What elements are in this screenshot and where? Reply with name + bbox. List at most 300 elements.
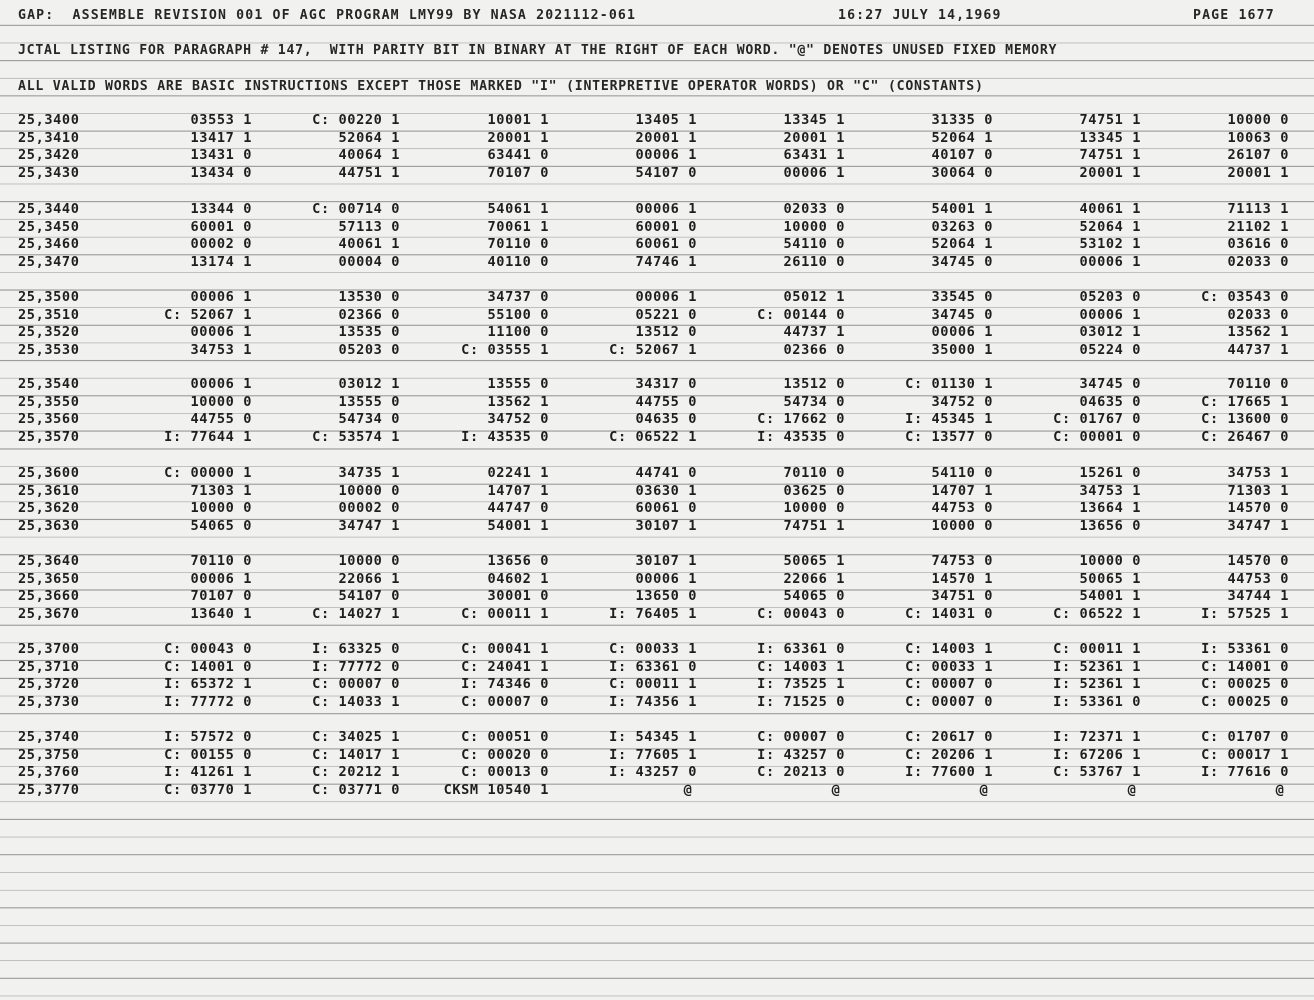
memory-word: 71303 1	[190, 482, 252, 499]
memory-word: I: 65372 1	[164, 676, 252, 692]
memory-word: I: 71525 0	[757, 693, 845, 710]
row-address: 25,3600	[18, 465, 80, 481]
listing-row	[0, 307, 1314, 324]
listing-row	[0, 324, 1314, 341]
row-address: 25,3550	[18, 393, 80, 410]
row-address: 25,3560	[18, 411, 80, 427]
memory-word: 52064 1	[1079, 218, 1141, 235]
listing-row	[0, 588, 1314, 605]
memory-word: 54061 1	[487, 201, 549, 217]
memory-word: C: 03771 0	[312, 781, 400, 798]
row-address: 25,3510	[18, 306, 80, 323]
memory-word: 00006 1	[190, 376, 252, 392]
memory-word: 02033 0	[1227, 306, 1289, 323]
memory-word: I: 77600 1	[905, 764, 993, 780]
memory-word: 26110 0	[783, 253, 845, 270]
memory-word: 13512 0	[783, 376, 845, 392]
memory-word: 13405 1	[635, 112, 697, 128]
memory-word: C: 00020 0	[461, 746, 549, 763]
memory-word: C: 03543 0	[1201, 289, 1289, 305]
memory-word: 00004 0	[338, 253, 400, 270]
memory-word: C: 03555 1	[461, 341, 549, 358]
memory-word: 52064 1	[931, 236, 993, 252]
memory-word: 54107 0	[635, 164, 697, 181]
memory-word: 34737 0	[487, 289, 549, 305]
memory-word: 52064 1	[931, 129, 993, 146]
row-address: 25,3640	[18, 553, 80, 569]
memory-word: 34747 1	[338, 517, 400, 534]
memory-word: 10000 0	[338, 482, 400, 499]
listing-row	[0, 201, 1314, 218]
memory-word: 54065 0	[190, 517, 252, 534]
listing-row	[0, 694, 1314, 711]
memory-word: 70110 0	[1227, 376, 1289, 392]
memory-word: 44751 1	[338, 164, 400, 181]
row-address: 25,3540	[18, 376, 80, 392]
memory-word: 30001 0	[487, 588, 549, 604]
memory-word: 14707 1	[487, 482, 549, 499]
memory-word: 00002 0	[338, 500, 400, 516]
listing-row	[0, 518, 1314, 535]
memory-word: 70110 0	[783, 465, 845, 481]
memory-word: C: 53767 1	[1053, 764, 1141, 780]
memory-word: I: 53361 0	[1053, 693, 1141, 710]
memory-word: 53102 1	[1079, 236, 1141, 252]
memory-word: C: 14027 1	[312, 605, 400, 622]
memory-word: 74753 0	[931, 553, 993, 569]
memory-word: 40110 0	[487, 253, 549, 270]
memory-word: 40107 0	[931, 147, 993, 163]
memory-word: C: 06522 1	[609, 428, 697, 445]
memory-word: 60001 0	[635, 218, 697, 235]
memory-word: I: 74356 1	[609, 693, 697, 710]
listing-row	[0, 236, 1314, 253]
memory-word: I: 54345 1	[609, 729, 697, 745]
memory-word: 13640 1	[190, 605, 252, 622]
memory-word: C: 14001 0	[1201, 658, 1289, 675]
memory-word: 31335 0	[931, 112, 993, 128]
listing-row	[0, 342, 1314, 359]
memory-word: 10000 0	[1079, 553, 1141, 569]
header-page-number: PAGE 1677	[1193, 8, 1275, 23]
memory-word: 14707 1	[931, 482, 993, 499]
memory-word: 44741 0	[635, 465, 697, 481]
memory-word: 44747 0	[487, 500, 549, 516]
memory-word: 10001 1	[487, 112, 549, 128]
memory-word: C: 00025 0	[1201, 693, 1289, 710]
memory-word: 63441 0	[487, 147, 549, 163]
memory-word: 30107 1	[635, 553, 697, 569]
memory-word: 22066 1	[338, 570, 400, 587]
memory-word: 03625 0	[783, 482, 845, 499]
memory-word: 15261 0	[1079, 465, 1141, 481]
row-address: 25,3470	[18, 253, 80, 270]
memory-word: 13650 0	[635, 588, 697, 604]
memory-word: 34317 0	[635, 376, 697, 392]
memory-word: 10000 0	[338, 553, 400, 569]
memory-word: 13345 1	[783, 112, 845, 128]
memory-word: 13174 1	[190, 253, 252, 270]
memory-word: I: 76405 1	[609, 605, 697, 622]
row-address: 25,3530	[18, 341, 80, 358]
memory-word: 00006 1	[190, 570, 252, 587]
row-address: 25,3440	[18, 201, 80, 217]
header-title: GAP: ASSEMBLE REVISION 001 OF AGC PROGRAM LMY99 BY NASA 2021112-061	[18, 8, 637, 23]
memory-word: I: 77616 0	[1201, 764, 1289, 780]
memory-word: 74751 1	[783, 517, 845, 534]
memory-word: C: 01130 1	[905, 376, 993, 392]
memory-word: 14570 0	[1227, 553, 1289, 569]
memory-word: 02366 0	[783, 341, 845, 358]
header-line-2: JCTAL LISTING FOR PARAGRAPH # 147, WITH PARITY BIT IN BINARY AT THE RIGHT OF EACH WORD. "@" DENOTES UNUSED FIXED MEMORY	[18, 43, 1058, 58]
memory-word: 14570 1	[931, 570, 993, 587]
memory-word: 54001 1	[487, 517, 549, 534]
memory-word: C: 00017 1	[1201, 746, 1289, 763]
memory-word: 34752 0	[487, 411, 549, 427]
memory-word: 44755 0	[635, 393, 697, 410]
memory-word: 44737 1	[783, 324, 845, 340]
memory-word: 13417 1	[190, 129, 252, 146]
memory-word: 00006 1	[635, 201, 697, 217]
listing-row	[0, 571, 1314, 588]
memory-word: C: 20212 1	[312, 764, 400, 780]
row-address: 25,3500	[18, 289, 80, 305]
memory-word: 04635 0	[635, 411, 697, 427]
memory-word: 13562 1	[1227, 324, 1289, 340]
listing-row	[0, 411, 1314, 428]
memory-word: 54734 0	[338, 411, 400, 427]
memory-word: 70110 0	[487, 236, 549, 252]
memory-word: 74751 1	[1079, 147, 1141, 163]
memory-word: 54107 0	[338, 588, 400, 604]
memory-word: 03630 1	[635, 482, 697, 499]
memory-word: I: 67206 1	[1053, 746, 1141, 763]
memory-word: C: 00025 0	[1201, 676, 1289, 692]
memory-word: 44753 0	[931, 500, 993, 516]
memory-word: 10000 0	[190, 393, 252, 410]
memory-word: 02241 1	[487, 465, 549, 481]
memory-word: 44755 0	[190, 411, 252, 427]
memory-word: I: 57525 1	[1201, 605, 1289, 622]
memory-word: 70107 0	[190, 588, 252, 604]
memory-word: 20001 1	[1079, 164, 1141, 181]
memory-word: C: 00011 1	[1053, 641, 1141, 657]
memory-word: I: 74346 0	[461, 676, 549, 692]
listing-row	[0, 606, 1314, 623]
memory-word: C: 00007 0	[312, 676, 400, 692]
memory-word: 44753 0	[1227, 570, 1289, 587]
row-address: 25,3700	[18, 641, 80, 657]
memory-word: 54001 1	[1079, 588, 1141, 604]
header-time-date: 16:27 JULY 14,1969	[838, 8, 1002, 23]
memory-word: I: 45345 1	[905, 411, 993, 427]
row-address: 25,3730	[18, 693, 80, 710]
memory-word: 00006 1	[635, 289, 697, 305]
row-address: 25,3770	[18, 781, 80, 798]
memory-word: C: 20617 0	[905, 729, 993, 745]
memory-word: C: 14003 1	[905, 641, 993, 657]
memory-word: 02366 0	[338, 306, 400, 323]
memory-word: 05203 0	[338, 341, 400, 358]
memory-word: C: 00051 0	[461, 729, 549, 745]
listing-row	[0, 219, 1314, 236]
memory-word: 34751 0	[931, 588, 993, 604]
row-address: 25,3520	[18, 324, 80, 340]
memory-word: C: 14003 1	[757, 658, 845, 675]
listing-row	[0, 254, 1314, 271]
memory-word: 13555 0	[487, 376, 549, 392]
memory-word: C: 00033 1	[905, 658, 993, 675]
memory-word: 60001 0	[190, 218, 252, 235]
row-address: 25,3660	[18, 588, 80, 604]
memory-word: C: 00007 0	[905, 693, 993, 710]
row-address: 25,3760	[18, 764, 80, 780]
memory-word: 70107 0	[487, 164, 549, 181]
memory-word: 02033 0	[783, 201, 845, 217]
listing-row	[0, 641, 1314, 658]
memory-word: 60061 0	[635, 236, 697, 252]
memory-word: I: 73525 1	[757, 676, 845, 692]
listing-row	[0, 782, 1314, 799]
memory-word: C: 01767 0	[1053, 411, 1141, 427]
memory-word: @	[979, 781, 989, 798]
memory-word: 00006 1	[635, 147, 697, 163]
memory-word: I: 77644 1	[164, 428, 252, 445]
memory-word: 05203 0	[1079, 289, 1141, 305]
memory-word: 71303 1	[1227, 482, 1289, 499]
memory-word: 13530 0	[338, 289, 400, 305]
memory-word: 14570 0	[1227, 500, 1289, 516]
row-address: 25,3610	[18, 482, 80, 499]
memory-word: C: 00007 0	[905, 676, 993, 692]
memory-word: 00006 1	[635, 570, 697, 587]
memory-word: 60061 0	[635, 500, 697, 516]
memory-word: C: 00714 0	[312, 201, 400, 217]
memory-word: 54734 0	[783, 393, 845, 410]
memory-word: C: 01707 0	[1201, 729, 1289, 745]
memory-word: I: 41261 1	[164, 764, 252, 780]
memory-word: I: 77605 1	[609, 746, 697, 763]
memory-word: 10000 0	[190, 500, 252, 516]
row-address: 25,3620	[18, 500, 80, 516]
memory-word: 00006 1	[1079, 306, 1141, 323]
memory-word: C: 14033 1	[312, 693, 400, 710]
memory-word: 03012 1	[1079, 324, 1141, 340]
row-address: 25,3710	[18, 658, 80, 675]
memory-word: C: 20213 0	[757, 764, 845, 780]
listing-row	[0, 553, 1314, 570]
listing-row	[0, 147, 1314, 164]
memory-word: 34753 1	[1227, 465, 1289, 481]
memory-word: 34744 1	[1227, 588, 1289, 604]
row-address: 25,3570	[18, 428, 80, 445]
listing-row	[0, 500, 1314, 517]
memory-word: C: 20206 1	[905, 746, 993, 763]
memory-word: 00006 1	[190, 324, 252, 340]
memory-word: C: 52067 1	[164, 306, 252, 323]
memory-word: CKSM 10540 1	[443, 781, 549, 798]
memory-word: 52064 1	[338, 129, 400, 146]
memory-word: I: 77772 0	[312, 658, 400, 675]
listing-row	[0, 729, 1314, 746]
listing-row	[0, 465, 1314, 482]
memory-word: 20001 1	[487, 129, 549, 146]
memory-word: @	[1127, 781, 1137, 798]
listing-row	[0, 112, 1314, 129]
memory-word: 70061 1	[487, 218, 549, 235]
memory-word: C: 03770 1	[164, 781, 252, 798]
memory-word: 05224 0	[1079, 341, 1141, 358]
memory-word: 22066 1	[783, 570, 845, 587]
memory-word: 10000 0	[1227, 112, 1289, 128]
memory-word: C: 00043 0	[757, 605, 845, 622]
row-address: 25,3630	[18, 517, 80, 534]
row-address: 25,3410	[18, 129, 80, 146]
memory-word: I: 43535 0	[757, 428, 845, 445]
memory-word: 35000 1	[931, 341, 993, 358]
memory-word: 10000 0	[783, 500, 845, 516]
row-address: 25,3450	[18, 218, 80, 235]
memory-word: 13344 0	[190, 201, 252, 217]
memory-word: C: 53574 1	[312, 428, 400, 445]
memory-word: C: 00001 0	[1053, 428, 1141, 445]
memory-word: 34753 1	[1079, 482, 1141, 499]
memory-word: 13656 0	[487, 553, 549, 569]
memory-word: C: 00011 1	[461, 605, 549, 622]
memory-word: C: 00041 1	[461, 641, 549, 657]
listing-row	[0, 659, 1314, 676]
memory-word: 13434 0	[190, 164, 252, 181]
memory-word: 20001 1	[1227, 164, 1289, 181]
memory-word: @	[831, 781, 841, 798]
memory-word: I: 43535 0	[461, 428, 549, 445]
memory-word: 04602 1	[487, 570, 549, 587]
memory-word: 34745 0	[931, 306, 993, 323]
memory-word: 05012 1	[783, 289, 845, 305]
header-line-1	[18, 6, 1275, 26]
memory-word: C: 26467 0	[1201, 428, 1289, 445]
memory-word: C: 00013 0	[461, 764, 549, 780]
listing-row	[0, 165, 1314, 182]
memory-word: 00006 1	[1079, 253, 1141, 270]
memory-word: C: 24041 1	[461, 658, 549, 675]
memory-word: 71113 1	[1227, 201, 1289, 217]
memory-word: I: 63361 0	[757, 641, 845, 657]
memory-word: 13512 0	[635, 324, 697, 340]
memory-word: 63431 1	[783, 147, 845, 163]
memory-word: C: 52067 1	[609, 341, 697, 358]
memory-word: 10000 0	[783, 218, 845, 235]
memory-word: C: 13577 0	[905, 428, 993, 445]
memory-word: 00006 1	[190, 289, 252, 305]
memory-word: 54065 0	[783, 588, 845, 604]
memory-word: 40064 1	[338, 147, 400, 163]
memory-word: 13431 0	[190, 147, 252, 163]
memory-word: 00006 1	[783, 164, 845, 181]
row-address: 25,3750	[18, 746, 80, 763]
listing-row	[0, 747, 1314, 764]
memory-word: 13345 1	[1079, 129, 1141, 146]
memory-word: 11100 0	[487, 324, 549, 340]
memory-word: 57113 0	[338, 218, 400, 235]
memory-word: 20001 1	[783, 129, 845, 146]
memory-word: 74746 1	[635, 253, 697, 270]
memory-word: C: 00043 0	[164, 641, 252, 657]
memory-word: 34735 1	[338, 465, 400, 481]
memory-word: 34753 1	[190, 341, 252, 358]
memory-word: 40061 1	[1079, 201, 1141, 217]
memory-word: 54110 0	[931, 465, 993, 481]
memory-word: I: 53361 0	[1201, 641, 1289, 657]
memory-word: 20001 1	[635, 129, 697, 146]
memory-word: C: 34025 1	[312, 729, 400, 745]
row-address: 25,3400	[18, 112, 80, 128]
listing-row	[0, 764, 1314, 781]
memory-word: I: 63361 0	[609, 658, 697, 675]
row-address: 25,3650	[18, 570, 80, 587]
row-address: 25,3420	[18, 147, 80, 163]
memory-word: C: 00155 0	[164, 746, 252, 763]
row-address: 25,3460	[18, 236, 80, 252]
memory-word: I: 63325 0	[312, 641, 400, 657]
memory-word: C: 00000 1	[164, 465, 252, 481]
memory-word: C: 00144 0	[757, 306, 845, 323]
row-address: 25,3740	[18, 729, 80, 745]
header-line-3: ALL VALID WORDS ARE BASIC INSTRUCTIONS EXCEPT THOSE MARKED "I" (INTERPRETIVE OPERATOR WORDS) OR "C" (CONSTANTS)	[18, 79, 984, 94]
memory-word: 50065 1	[1079, 570, 1141, 587]
memory-word: C: 00007 0	[461, 693, 549, 710]
memory-word: 30064 0	[931, 164, 993, 181]
memory-word: I: 77772 0	[164, 693, 252, 710]
memory-word: C: 00007 0	[757, 729, 845, 745]
row-address: 25,3720	[18, 676, 80, 692]
memory-word: 04635 0	[1079, 393, 1141, 410]
memory-word: 13535 0	[338, 324, 400, 340]
memory-word: 00002 0	[190, 236, 252, 252]
memory-word: 44737 1	[1227, 341, 1289, 358]
listing-row	[0, 429, 1314, 446]
memory-word: 10063 0	[1227, 129, 1289, 146]
memory-word: 70110 0	[190, 553, 252, 569]
memory-word: 03616 0	[1227, 236, 1289, 252]
memory-word: 26107 0	[1227, 147, 1289, 163]
listing-row	[0, 676, 1314, 693]
memory-word: 54001 1	[931, 201, 993, 217]
memory-word: C: 00033 1	[609, 641, 697, 657]
memory-word: 05221 0	[635, 306, 697, 323]
row-address: 25,3670	[18, 605, 80, 622]
row-address: 25,3430	[18, 164, 80, 181]
memory-word: 03263 0	[931, 218, 993, 235]
memory-word: C: 14031 0	[905, 605, 993, 622]
listing-row	[0, 394, 1314, 411]
listing-row	[0, 130, 1314, 147]
memory-word: C: 14001 0	[164, 658, 252, 675]
memory-word: 13562 1	[487, 393, 549, 410]
memory-word: 34747 1	[1227, 517, 1289, 534]
memory-word: C: 06522 1	[1053, 605, 1141, 622]
memory-word: C: 00011 1	[609, 676, 697, 692]
memory-word: C: 17662 0	[757, 411, 845, 427]
memory-word: I: 52361 1	[1053, 658, 1141, 675]
memory-word: C: 14017 1	[312, 746, 400, 763]
listing-row	[0, 483, 1314, 500]
memory-word: C: 00220 1	[312, 112, 400, 128]
memory-word: C: 17665 1	[1201, 393, 1289, 410]
memory-word: 13555 0	[338, 393, 400, 410]
memory-word: I: 72371 1	[1053, 729, 1141, 745]
memory-word: C: 13600 0	[1201, 411, 1289, 427]
